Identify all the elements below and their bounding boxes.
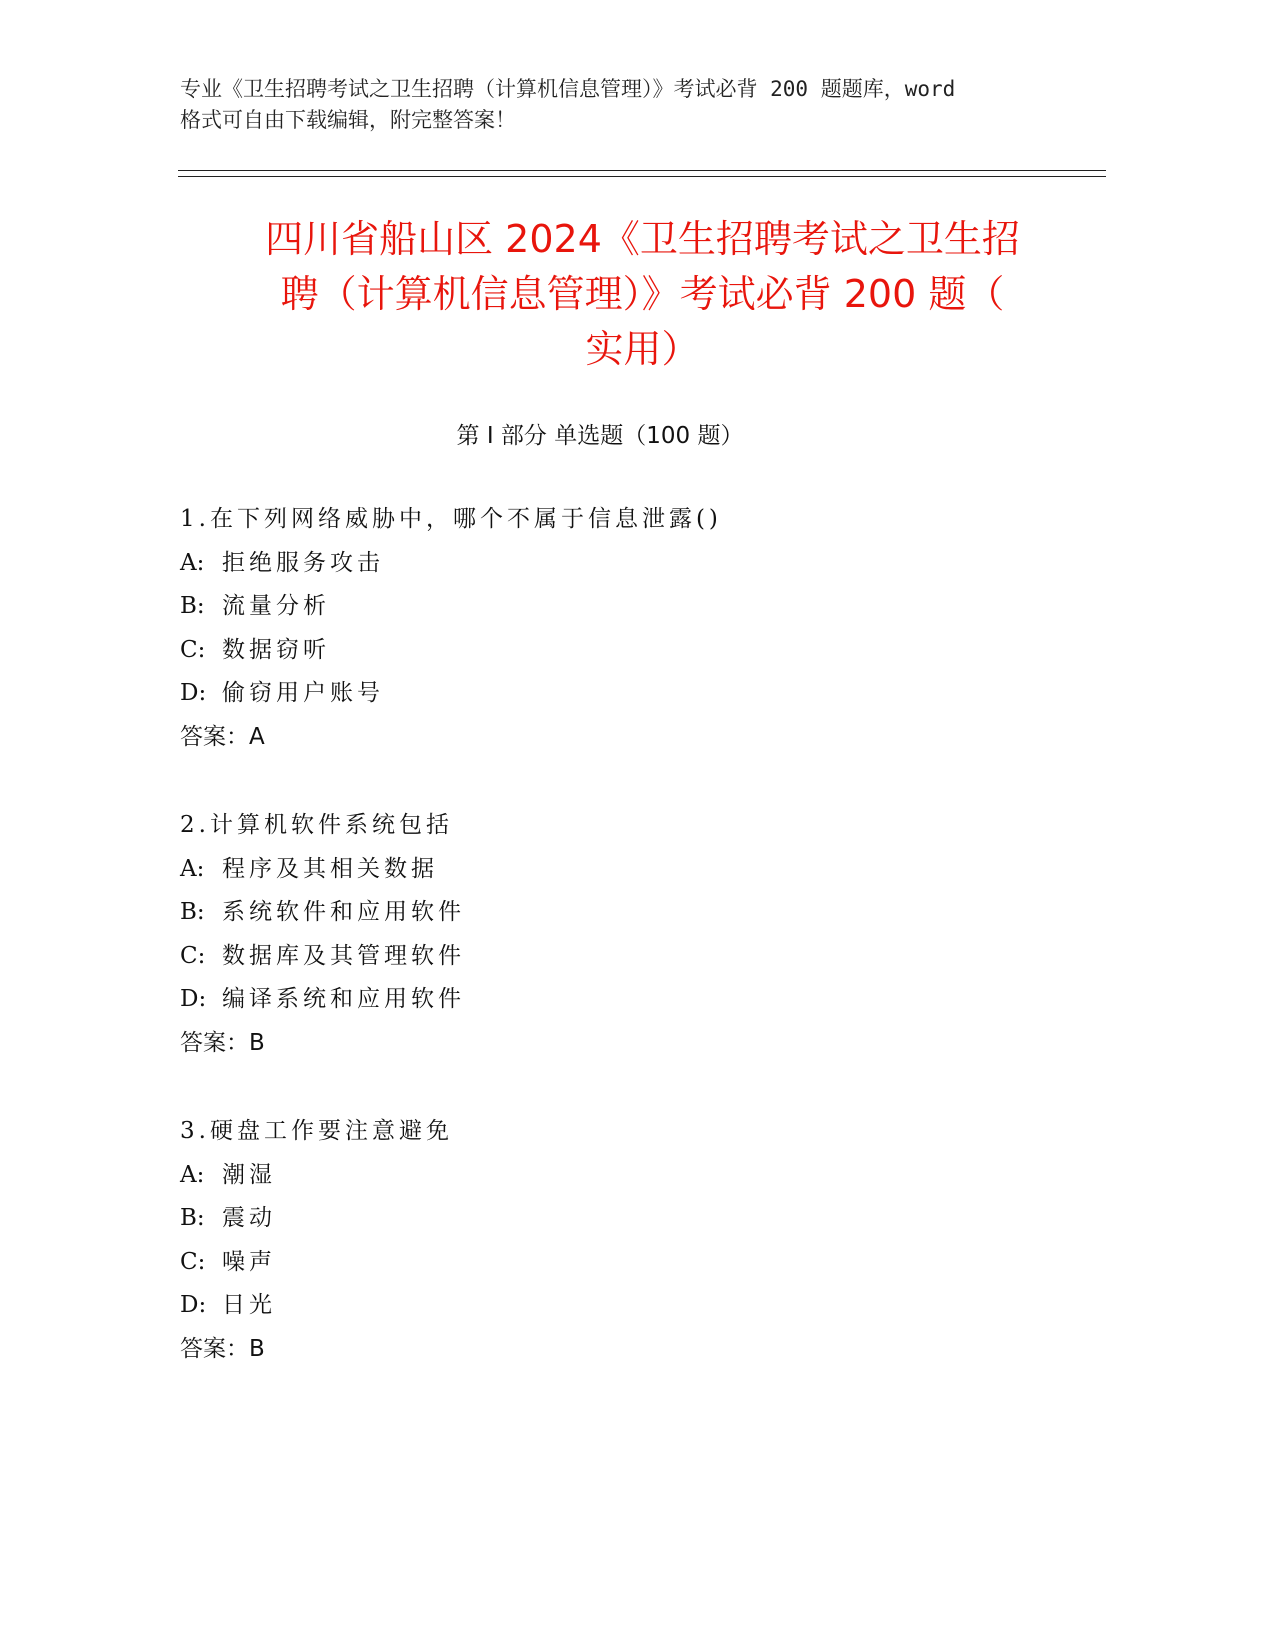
- option-letter: C:: [180, 1248, 206, 1275]
- option-c: [180, 1247, 1080, 1291]
- option-c: [180, 941, 1080, 985]
- question-item: [180, 1116, 1080, 1377]
- header-divider-bottom: [178, 176, 1106, 177]
- option-letter: A:: [180, 1161, 205, 1188]
- question-stem: 3.硬盘工作要注意避免: [180, 1118, 453, 1144]
- option-text: 震动: [222, 1205, 276, 1231]
- option-a: [180, 854, 1080, 898]
- option-d: [180, 984, 1080, 1028]
- document-title-line-3: 实用）: [585, 327, 700, 371]
- option-b: [180, 1203, 1080, 1247]
- option-text: 拒绝服务攻击: [222, 549, 384, 576]
- option-text: 程序及其相关数据: [222, 855, 438, 882]
- option-text: 数据库及其管理软件: [222, 942, 465, 969]
- option-text: 潮湿: [222, 1161, 276, 1188]
- option-text: 编译系统和应用软件: [222, 986, 465, 1012]
- option-b: [180, 897, 1080, 941]
- answer-line: 答案：B: [180, 1335, 265, 1362]
- option-letter: A:: [180, 855, 205, 882]
- option-letter: A:: [180, 549, 205, 576]
- option-text: 噪声: [222, 1248, 276, 1275]
- option-letter: C:: [180, 942, 206, 969]
- option-d: [180, 1290, 1080, 1334]
- option-letter: D:: [180, 680, 207, 706]
- option-letter: D:: [180, 1292, 207, 1318]
- question-stem: 2.计算机软件系统包括: [180, 812, 453, 838]
- option-letter: D:: [180, 986, 207, 1012]
- answer-line: 答案：B: [180, 1029, 265, 1056]
- header-divider-top: [178, 170, 1106, 171]
- option-letter: B:: [180, 1205, 205, 1231]
- answer-line: 答案：A: [180, 723, 265, 750]
- header-note-line-1: 专业《卫生招聘考试之卫生招聘（计算机信息管理）》考试必背 200 题题库，word: [180, 77, 956, 101]
- option-d: [180, 678, 1080, 722]
- document-title: [170, 212, 1115, 377]
- document-title-line-1: 四川省船山区 2024《卫生招聘考试之卫生招: [265, 217, 1020, 261]
- question-item: [180, 810, 1080, 1071]
- option-letter: C:: [180, 636, 206, 663]
- question-item: [180, 504, 1080, 765]
- option-a: [180, 548, 1080, 592]
- option-letter: B:: [180, 899, 205, 925]
- header-note-line-2: 格式可自由下载编辑，附完整答案！: [180, 108, 516, 132]
- option-a: [180, 1160, 1080, 1204]
- option-text: 偷窃用户账号: [222, 680, 384, 706]
- section-heading: 第 I 部分 单选题（100 题）: [456, 423, 744, 449]
- option-text: 流量分析: [222, 593, 330, 619]
- option-letter: B:: [180, 593, 205, 619]
- option-c: [180, 635, 1080, 679]
- option-b: [180, 591, 1080, 635]
- option-text: 数据窃听: [222, 636, 330, 663]
- option-text: 系统软件和应用软件: [222, 899, 465, 925]
- option-text: 日光: [222, 1292, 276, 1318]
- document-title-line-2: 聘（计算机信息管理）》考试必背 200 题（: [280, 272, 1005, 316]
- question-stem: 1.在下列网络威胁中，哪个不属于信息泄露(): [180, 506, 722, 532]
- header-note: [180, 74, 1100, 136]
